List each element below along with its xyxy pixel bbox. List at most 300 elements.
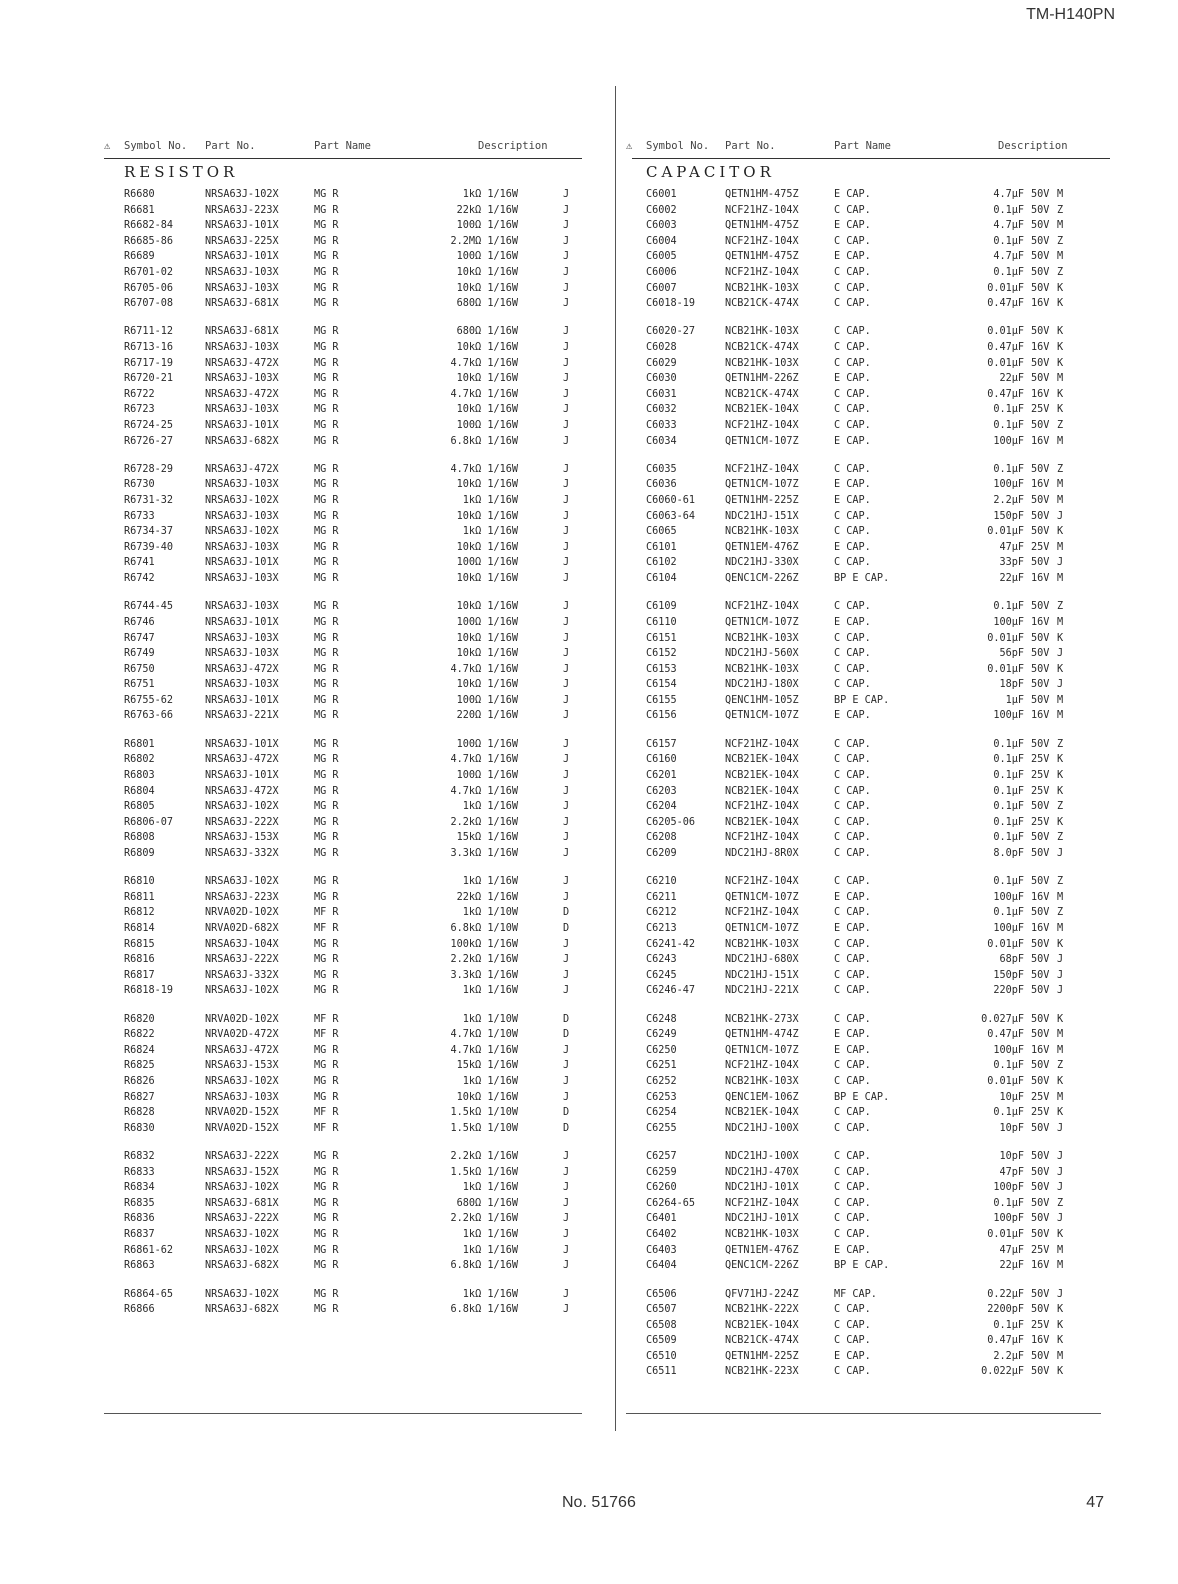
header-part-no: Part No. (205, 140, 256, 152)
part-name: E CAP. (834, 1350, 871, 1362)
parts-group (632, 737, 1110, 862)
part-no: QETN1CM-107Z (725, 922, 799, 934)
table-row (104, 1121, 582, 1137)
table-row (104, 599, 582, 615)
table-row (104, 356, 582, 372)
tolerance: J (563, 479, 570, 491)
voltage: 16V (1031, 922, 1050, 934)
part-name: C CAP. (834, 1319, 871, 1331)
part-no: NRSA63J-101X (205, 769, 279, 781)
part-no: NRSA63J-682X (205, 435, 279, 447)
voltage: 50V (1031, 1366, 1050, 1378)
table-row (104, 218, 582, 234)
capacitance: 100μF (993, 616, 1024, 628)
part-no: NRSA63J-102X (205, 876, 279, 888)
description-value: 4.7kΩ 1/16W (450, 663, 518, 675)
voltage: 50V (1031, 220, 1050, 232)
part-no: QETN1EM-476Z (725, 1244, 799, 1256)
symbol-no: R6806-07 (124, 816, 174, 828)
part-no: NRSA63J-221X (205, 710, 279, 722)
symbol-no: C6031 (646, 388, 677, 400)
symbol-no: C6155 (646, 694, 677, 706)
part-name: MG R (314, 1044, 339, 1056)
part-no: NCF21HZ-104X (725, 463, 799, 475)
tolerance: K (1057, 1366, 1064, 1378)
part-name: MG R (314, 189, 339, 200)
table-row (104, 631, 582, 647)
table-row (632, 1287, 1110, 1303)
tolerance: Z (1057, 738, 1064, 750)
table-row (104, 1211, 582, 1227)
part-no: QETN1HM-226Z (725, 373, 799, 385)
symbol-no: C6251 (646, 1060, 677, 1072)
capacitance: 0.1μF (993, 876, 1024, 888)
tolerance: J (563, 1076, 570, 1087)
table-row (104, 708, 582, 724)
voltage: 50V (1031, 557, 1050, 569)
tolerance: J (563, 769, 570, 781)
table-row (104, 249, 582, 265)
tolerance: J (563, 710, 570, 722)
table-row (104, 1012, 582, 1028)
tolerance: K (1057, 769, 1064, 781)
warning-icon: ⚠ (626, 140, 633, 152)
tolerance: M (1057, 922, 1064, 934)
tolerance: K (1057, 326, 1064, 338)
part-name: E CAP. (834, 541, 871, 553)
part-no: QETN1HM-475Z (725, 220, 799, 232)
table-row (104, 555, 582, 571)
symbol-no: R6804 (124, 785, 155, 797)
description-value: 2.2kΩ 1/16W (450, 1151, 518, 1163)
part-name: C CAP. (834, 816, 871, 828)
symbol-no: R6822 (124, 1029, 155, 1041)
symbol-no: R6861-62 (124, 1244, 174, 1256)
bottom-rule-right (626, 1413, 1101, 1414)
symbol-no: C6260 (646, 1182, 677, 1194)
tolerance: K (1057, 1319, 1064, 1331)
part-name: C CAP. (834, 298, 871, 310)
symbol-no: R6711-12 (124, 326, 174, 338)
capacitance: 0.027μF (981, 1013, 1024, 1025)
table-row (632, 1180, 1110, 1196)
part-name: MG R (314, 251, 339, 263)
tolerance: J (563, 876, 570, 888)
capacitance: 0.1μF (993, 754, 1024, 766)
part-name: C CAP. (834, 679, 871, 691)
part-name: C CAP. (834, 601, 871, 613)
parts-group (104, 737, 582, 862)
part-no: NRSA63J-104X (205, 938, 279, 950)
part-no: NCB21CK-474X (725, 298, 799, 310)
part-no: NCB21CK-474X (725, 388, 799, 400)
part-name: C CAP. (834, 326, 871, 338)
part-name: MG R (314, 801, 339, 813)
part-name: MG R (314, 832, 339, 844)
capacitance: 0.47μF (987, 298, 1024, 310)
capacitance: 47μF (999, 541, 1024, 553)
capacitance: 0.1μF (993, 404, 1024, 416)
part-no: NRSA63J-472X (205, 463, 279, 475)
tolerance: M (1057, 694, 1064, 706)
capacitance: 4.7μF (993, 189, 1024, 200)
table-row (632, 815, 1110, 831)
table-row (632, 1318, 1110, 1334)
symbol-no: R6815 (124, 938, 155, 950)
part-name: MG R (314, 326, 339, 338)
description-value: 100Ω 1/16W (456, 251, 518, 263)
table-row (104, 571, 582, 587)
tolerance: J (563, 847, 570, 859)
table-row (632, 952, 1110, 968)
tolerance: J (563, 495, 570, 507)
symbol-no: C6151 (646, 632, 677, 644)
tolerance: M (1057, 541, 1064, 553)
part-name: C CAP. (834, 632, 871, 644)
symbol-no: R6722 (124, 388, 155, 400)
description-value: 1.5kΩ 1/10W (450, 1107, 518, 1119)
description-value: 1kΩ 1/10W (462, 1013, 518, 1025)
symbol-no: C6003 (646, 220, 677, 232)
voltage: 50V (1031, 526, 1050, 538)
model-number: TM-H140PN (1026, 6, 1115, 23)
tolerance: J (1057, 510, 1064, 522)
part-name: E CAP. (834, 435, 871, 447)
table-row (632, 1364, 1110, 1380)
tolerance: J (563, 832, 570, 844)
symbol-no: C6104 (646, 573, 677, 585)
tolerance: D (563, 1107, 570, 1119)
part-name: E CAP. (834, 495, 871, 507)
part-no: NRSA63J-103X (205, 632, 279, 644)
symbol-no: R6746 (124, 616, 155, 628)
symbol-no: C6203 (646, 785, 677, 797)
part-no: NRSA63J-103X (205, 282, 279, 294)
part-name: MG R (314, 342, 339, 354)
table-row (104, 1302, 582, 1318)
symbol-no: C6248 (646, 1013, 677, 1025)
part-name: MF R (314, 1107, 339, 1119)
part-name: MG R (314, 1288, 339, 1300)
tolerance: M (1057, 1260, 1064, 1272)
part-name: MG R (314, 938, 339, 950)
tolerance: K (1057, 282, 1064, 294)
part-no: NRSA63J-225X (205, 235, 279, 247)
symbol-no: R6750 (124, 663, 155, 675)
part-no: QETN1CM-107Z (725, 1044, 799, 1056)
tolerance: J (563, 541, 570, 553)
table-row (104, 477, 582, 493)
symbol-no: C6404 (646, 1260, 677, 1272)
part-no: NCF21HZ-104X (725, 204, 799, 216)
part-name: MG R (314, 1060, 339, 1072)
part-no: NCF21HZ-104X (725, 1197, 799, 1209)
tolerance: M (1057, 1091, 1064, 1103)
symbol-no: R6741 (124, 557, 155, 569)
symbol-no: C6157 (646, 738, 677, 750)
table-row (104, 1180, 582, 1196)
part-no: NRSA63J-472X (205, 785, 279, 797)
description-value: 1kΩ 1/16W (462, 876, 518, 888)
table-header (104, 136, 582, 159)
capacitance: 22μF (999, 573, 1024, 585)
tolerance: M (1057, 1044, 1064, 1056)
part-no: NRSA63J-153X (205, 1060, 279, 1072)
description-value: 15kΩ 1/16W (456, 1060, 518, 1072)
symbol-no: C6033 (646, 420, 677, 431)
description-value: 4.7kΩ 1/16W (450, 785, 518, 797)
part-name: MG R (314, 1166, 339, 1178)
description-value: 1.5kΩ 1/10W (450, 1122, 518, 1134)
symbol-no: R6701-02 (124, 266, 174, 278)
part-no: NRSA63J-102X (205, 1288, 279, 1300)
part-name: C CAP. (834, 1304, 871, 1316)
part-name: BP E CAP. (834, 1091, 890, 1103)
table-row (104, 737, 582, 753)
description-value: 1kΩ 1/16W (462, 526, 518, 538)
table-row (104, 1196, 582, 1212)
table-row (632, 1258, 1110, 1274)
part-name: MG R (314, 526, 339, 538)
table-row (632, 983, 1110, 999)
tolerance: J (563, 648, 570, 660)
table-row (632, 234, 1110, 250)
table-row (632, 921, 1110, 937)
part-name: C CAP. (834, 907, 871, 919)
description-value: 10kΩ 1/16W (456, 632, 518, 644)
part-no: NCF21HZ-104X (725, 266, 799, 278)
tolerance: J (563, 1166, 570, 1178)
symbol-no: C6259 (646, 1166, 677, 1178)
capacitance: 2.2μF (993, 1350, 1024, 1362)
voltage: 50V (1031, 969, 1050, 981)
tolerance: J (563, 1182, 570, 1194)
capacitance: 100pF (993, 1182, 1024, 1194)
part-name: MG R (314, 1244, 339, 1256)
voltage: 50V (1031, 1076, 1050, 1087)
symbol-no: C6002 (646, 204, 677, 216)
tolerance: K (1057, 342, 1064, 354)
capacitor-list (632, 187, 1110, 1380)
part-no: QETN1HM-474Z (725, 1029, 799, 1041)
symbol-no: C6401 (646, 1213, 677, 1225)
part-name: C CAP. (834, 1107, 871, 1119)
table-row (104, 768, 582, 784)
part-name: MG R (314, 235, 339, 247)
capacitance: 0.01μF (987, 326, 1024, 338)
tolerance: J (1057, 954, 1064, 966)
part-name: BP E CAP. (834, 573, 890, 585)
symbol-no: R6730 (124, 479, 155, 491)
capacitance: 100μF (993, 922, 1024, 934)
symbol-no: C6156 (646, 710, 677, 722)
description-value: 1kΩ 1/16W (462, 1076, 518, 1087)
table-row (632, 1211, 1110, 1227)
table-row (632, 677, 1110, 693)
part-no: NCB21HK-103X (725, 663, 799, 675)
voltage: 50V (1031, 1288, 1050, 1300)
part-name: C CAP. (834, 235, 871, 247)
capacitance: 18pF (999, 679, 1024, 691)
voltage: 25V (1031, 1107, 1050, 1119)
tolerance: J (1057, 1151, 1064, 1163)
table-row (104, 693, 582, 709)
tolerance: J (563, 754, 570, 766)
part-name: MG R (314, 769, 339, 781)
part-no: NRSA63J-472X (205, 388, 279, 400)
part-no: NRSA63J-102X (205, 1244, 279, 1256)
part-name: C CAP. (834, 204, 871, 216)
voltage: 16V (1031, 435, 1050, 447)
tolerance: J (563, 1060, 570, 1072)
capacitance: 10pF (999, 1151, 1024, 1163)
part-no: NRSA63J-223X (205, 891, 279, 903)
tolerance: J (563, 326, 570, 338)
part-no: NCB21HK-103X (725, 357, 799, 369)
table-row (104, 524, 582, 540)
capacitance: 10pF (999, 1122, 1024, 1134)
part-name: MF R (314, 1013, 339, 1025)
description-value: 1kΩ 1/16W (462, 1244, 518, 1256)
capacitance: 0.1μF (993, 1197, 1024, 1209)
part-no: NRSA63J-472X (205, 754, 279, 766)
table-row (632, 493, 1110, 509)
description-value: 10kΩ 1/16W (456, 541, 518, 553)
part-no: NDC21HJ-151X (725, 510, 799, 522)
part-name: E CAP. (834, 189, 871, 200)
table-row (104, 646, 582, 662)
table-row (632, 799, 1110, 815)
tolerance: J (563, 1213, 570, 1225)
part-name: C CAP. (834, 1335, 871, 1347)
capacitance: 33pF (999, 557, 1024, 569)
part-name: BP E CAP. (834, 1260, 890, 1272)
voltage: 50V (1031, 938, 1050, 950)
symbol-no: C6035 (646, 463, 677, 475)
part-no: QETN1CM-107Z (725, 479, 799, 491)
symbol-no: R6834 (124, 1182, 155, 1194)
description-value: 1.5kΩ 1/16W (450, 1166, 518, 1178)
part-no: NRVA02D-472X (205, 1029, 279, 1041)
voltage: 25V (1031, 785, 1050, 797)
part-name: MG R (314, 785, 339, 797)
symbol-no: C6510 (646, 1350, 677, 1362)
part-no: NRSA63J-102X (205, 189, 279, 200)
part-name: MG R (314, 266, 339, 278)
part-name: C CAP. (834, 404, 871, 416)
voltage: 50V (1031, 357, 1050, 369)
voltage: 50V (1031, 463, 1050, 475)
voltage: 16V (1031, 388, 1050, 400)
symbol-no: C6402 (646, 1229, 677, 1241)
capacitance: 0.1μF (993, 801, 1024, 813)
part-no: NRSA63J-103X (205, 648, 279, 660)
description-value: 10kΩ 1/16W (456, 510, 518, 522)
description-value: 3.3kΩ 1/16W (450, 969, 518, 981)
header-symbol-no: Symbol No. (124, 140, 188, 152)
part-no: NCF21HZ-104X (725, 832, 799, 844)
capacitance: 100μF (993, 479, 1024, 491)
part-name: MG R (314, 1213, 339, 1225)
part-name: C CAP. (834, 832, 871, 844)
table-row (632, 218, 1110, 234)
part-name: MF R (314, 1029, 339, 1041)
table-row (632, 371, 1110, 387)
part-no: NCB21EK-104X (725, 785, 799, 797)
tolerance: Z (1057, 876, 1064, 888)
symbol-no: R6728-29 (124, 463, 174, 475)
table-row (632, 1196, 1110, 1212)
part-no: NRSA63J-102X (205, 985, 279, 997)
part-no: NRSA63J-101X (205, 694, 279, 706)
part-no: NCB21HK-222X (725, 1304, 799, 1316)
capacitance: 0.01μF (987, 282, 1024, 294)
part-name: C CAP. (834, 1366, 871, 1378)
tolerance: K (1057, 1076, 1064, 1087)
table-row (104, 830, 582, 846)
description-value: 1kΩ 1/16W (462, 801, 518, 813)
tolerance: Z (1057, 832, 1064, 844)
part-name: MG R (314, 463, 339, 475)
part-name: MG R (314, 648, 339, 660)
parts-group (104, 1287, 582, 1318)
part-no: NCF21HZ-104X (725, 1060, 799, 1072)
symbol-no: C6252 (646, 1076, 677, 1087)
part-name: MG R (314, 1197, 339, 1209)
symbol-no: R6689 (124, 251, 155, 263)
symbol-no: C6153 (646, 663, 677, 675)
resistor-list (104, 187, 582, 1318)
tolerance: M (1057, 616, 1064, 628)
tolerance: J (563, 679, 570, 691)
symbol-no: R6817 (124, 969, 155, 981)
description-value: 2.2kΩ 1/16W (450, 954, 518, 966)
part-no: NRSA63J-222X (205, 1213, 279, 1225)
tolerance: J (563, 1197, 570, 1209)
table-row (632, 555, 1110, 571)
tolerance: J (1057, 679, 1064, 691)
tolerance: J (563, 526, 570, 538)
table-row (632, 356, 1110, 372)
tolerance: Z (1057, 907, 1064, 919)
tolerance: M (1057, 220, 1064, 232)
part-no: NRSA63J-222X (205, 816, 279, 828)
part-name: E CAP. (834, 1044, 871, 1056)
description-value: 100Ω 1/16W (456, 616, 518, 628)
table-row (632, 203, 1110, 219)
tolerance: J (563, 282, 570, 294)
description-value: 1kΩ 1/10W (462, 907, 518, 919)
tolerance: J (563, 969, 570, 981)
symbol-no: C6020-27 (646, 326, 696, 338)
table-row (632, 265, 1110, 281)
table-row (104, 968, 582, 984)
tolerance: K (1057, 1013, 1064, 1025)
part-name: MG R (314, 388, 339, 400)
tolerance: J (563, 1229, 570, 1241)
voltage: 50V (1031, 510, 1050, 522)
tolerance: Z (1057, 204, 1064, 216)
table-row (632, 890, 1110, 906)
capacitance: 150pF (993, 510, 1024, 522)
parts-group (104, 1149, 582, 1274)
tolerance: K (1057, 1304, 1064, 1316)
column-divider (615, 86, 616, 1431)
capacitance: 0.1μF (993, 785, 1024, 797)
symbol-no: C6255 (646, 1122, 677, 1134)
voltage: 16V (1031, 298, 1050, 310)
symbol-no: C6257 (646, 1151, 677, 1163)
